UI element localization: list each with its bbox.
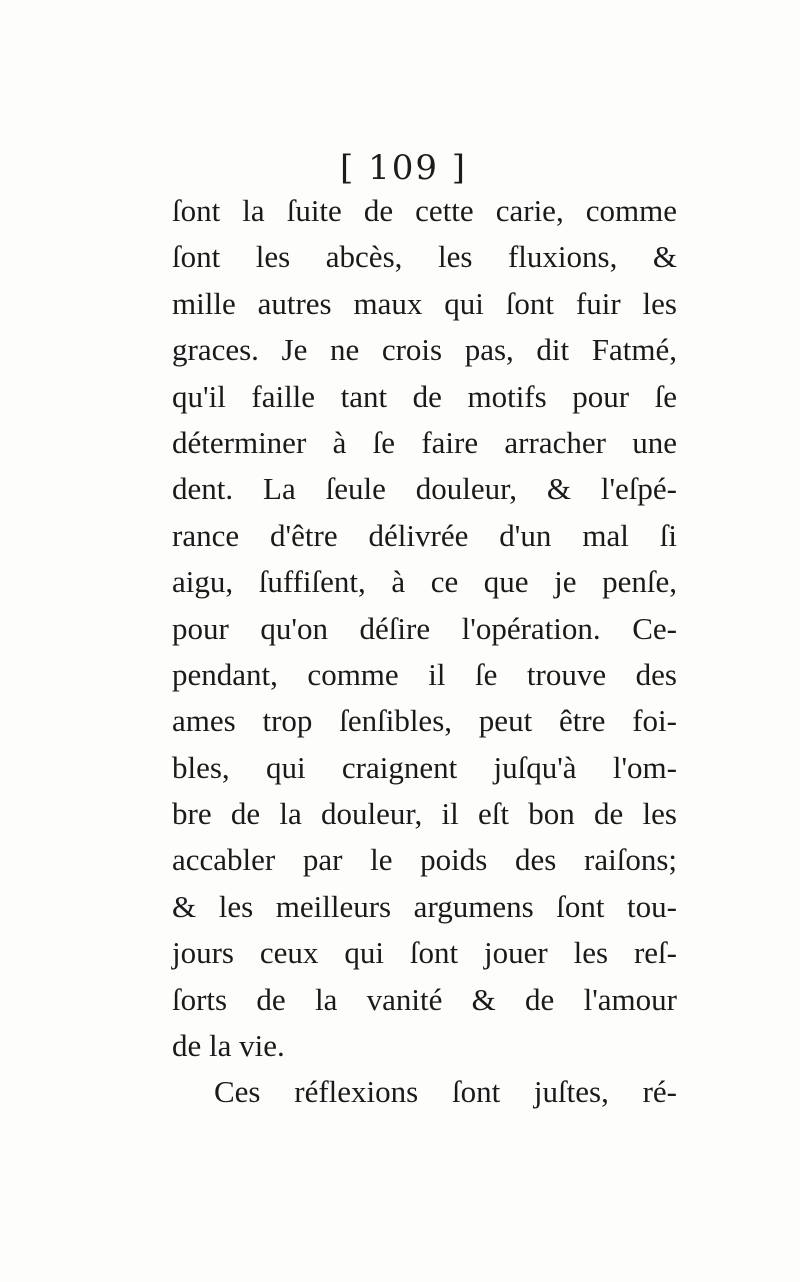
text-line: aigu, ſuffiſent, à ce que je penſe, [172, 564, 677, 600]
text-line: qu'il faille tant de motifs pour ſe [172, 378, 677, 414]
text-line: pour qu'on déſire l'opération. Ce- [172, 610, 677, 646]
text-line: dent. La ſeule douleur, & l'eſpé- [172, 471, 677, 507]
text-line: déterminer à ſe faire arracher une [172, 424, 677, 460]
text-line: ſorts de la vanité & de l'amour [172, 981, 677, 1017]
text-line: mille autres maux qui ſont fuir les [172, 285, 677, 321]
body-text [172, 188, 677, 1116]
text-line: ſont les abcès, les fluxions, & [172, 239, 677, 275]
text-line: graces. Je ne crois pas, dit Fatmé, [172, 332, 677, 368]
text-line: ames trop ſenſibles, peut être foi- [172, 703, 677, 739]
text-line-paragraph-end: de la vie. [172, 1028, 285, 1064]
text-line: rance d'être délivrée d'un mal ſi [172, 517, 677, 553]
text-line-paragraph-start: Ces réflexions ſont juſtes, ré- [214, 1074, 677, 1110]
text-line: & les meilleurs argumens ſont tou- [172, 888, 677, 924]
text-line: accabler par le poids des raiſons; [172, 842, 677, 878]
text-line: bre de la douleur, il eſt bon de les [172, 796, 677, 832]
text-line: bles, qui craignent juſqu'à l'om- [172, 749, 677, 785]
page-number-header: [ 109 ] [340, 148, 468, 188]
text-line: ſont la ſuite de cette carie, comme [172, 193, 677, 228]
text-line: jours ceux qui ſont jouer les reſ- [172, 935, 677, 971]
text-line: pendant, comme il ſe trouve des [172, 656, 677, 692]
